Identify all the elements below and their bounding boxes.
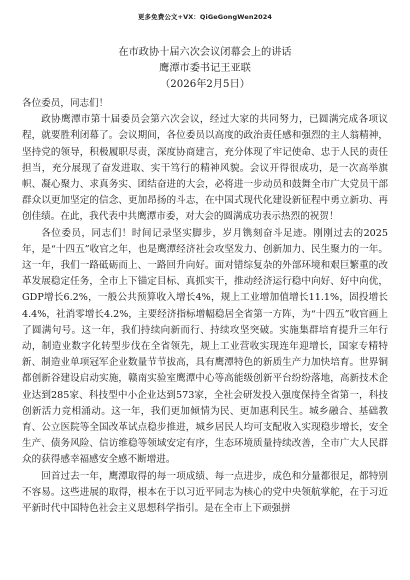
- header-note: 更多免费公文+VX：QiGeGongWen2024: [137, 13, 273, 21]
- document-title: 在市政协十届六次会议闭幕会上的讲话: [118, 47, 292, 58]
- body-paragraph-1: 政协鹰潭市第十届委员会第六次会议，经过大家的共同努力，已圆满完成各项议程，就要胜利闭幕了。会议期间，各位委员以高度的政治责任感和强烈的主人翁精神，坚持党的领导，积极履职尽责，深度协商建言，充分体现了牢记使命、忠于人民的责任担当，充分展现了奋发进取、实干笃行的精神风貌。会议开得很成功，是一次高举旗帜、凝心聚力、求真务实、团结奋进的大会，必将进一步动员和鼓舞全市广大党员干部群众以更加坚定的信念、更加昂扬的斗志，在中国式现代化建设新征程中勇立新功、再创佳绩。在此，我代表中共鹰潭市委，对大会的圆满成功表示热烈的祝贺！: [22, 114, 388, 223]
- speaker-line: 鹰潭市委书记王亚联: [159, 63, 251, 74]
- speech-date: （2026年2月5日）: [160, 79, 250, 90]
- body-paragraph-3: 回首过去一年，鹰潭取得的每一项成绩、每一点进步，成色和分量都很足，都特别不容易。这些进展的取得，根本在于以习近平同志为核心的党中央领航掌舵，在于习近平新时代中国特色社会主义思想科学指引。是在全市上下顽强拼: [22, 470, 388, 515]
- body-paragraph-2: 各位委员，同志们！时间记录坚实脚步，岁月镌刻奋斗足迹。刚刚过去的2025年，是“十四五”收官之年，也是鹰潭经济社会攻坚发力、创新加力、民生聚力的一年。这一年，我们一路砥砺而上、一路回升向好。面对错综复杂的外部环境和艰巨繁重的改革发展稳定任务，全市上下锚定目标、真抓实干，推动经济运行稳中向好、好中向优，GDP增长6.2%，一般公共预算收入增长4%，规上工业增加值增长11.1%，固投增长4.4%，社消零增长4.2%，主要经济指标增幅稳居全省第一方阵，为“十四五”收官画上了圆满句号。这一年，我们持续向新而行、持续攻坚突破。实施集群培育提升三年行动，制造业数字化转型步伐在全省领先，规上工业营收实现连年迎增长，国家专精特新、制造业单项冠军企业数量节节拔高，具有鹰潭特色的新质生产力加快培育。世界铜都创新谷建设启动实施，赣南实验室鹰潭中心等高能级创新平台纷纷落地，高新技术企业达到285家、科技型中小企业达到573家，全社会研发投入强度保持全省第一，科技创新活力竞相涌动。这一年，我们更加倾情为民、更加惠利民生。城乡融合、基础教育、公立医院等全国改革试点稳步推进，城乡居民人均可支配收入实现稳步增长，安全生产、债务风险、信访维稳等领域安定有序，生态环境质量持续改善，全市广大人民群众的获得感幸福感安全感不断增进。: [22, 227, 388, 466]
- salutation: 各位委员，同志们！: [22, 98, 109, 109]
